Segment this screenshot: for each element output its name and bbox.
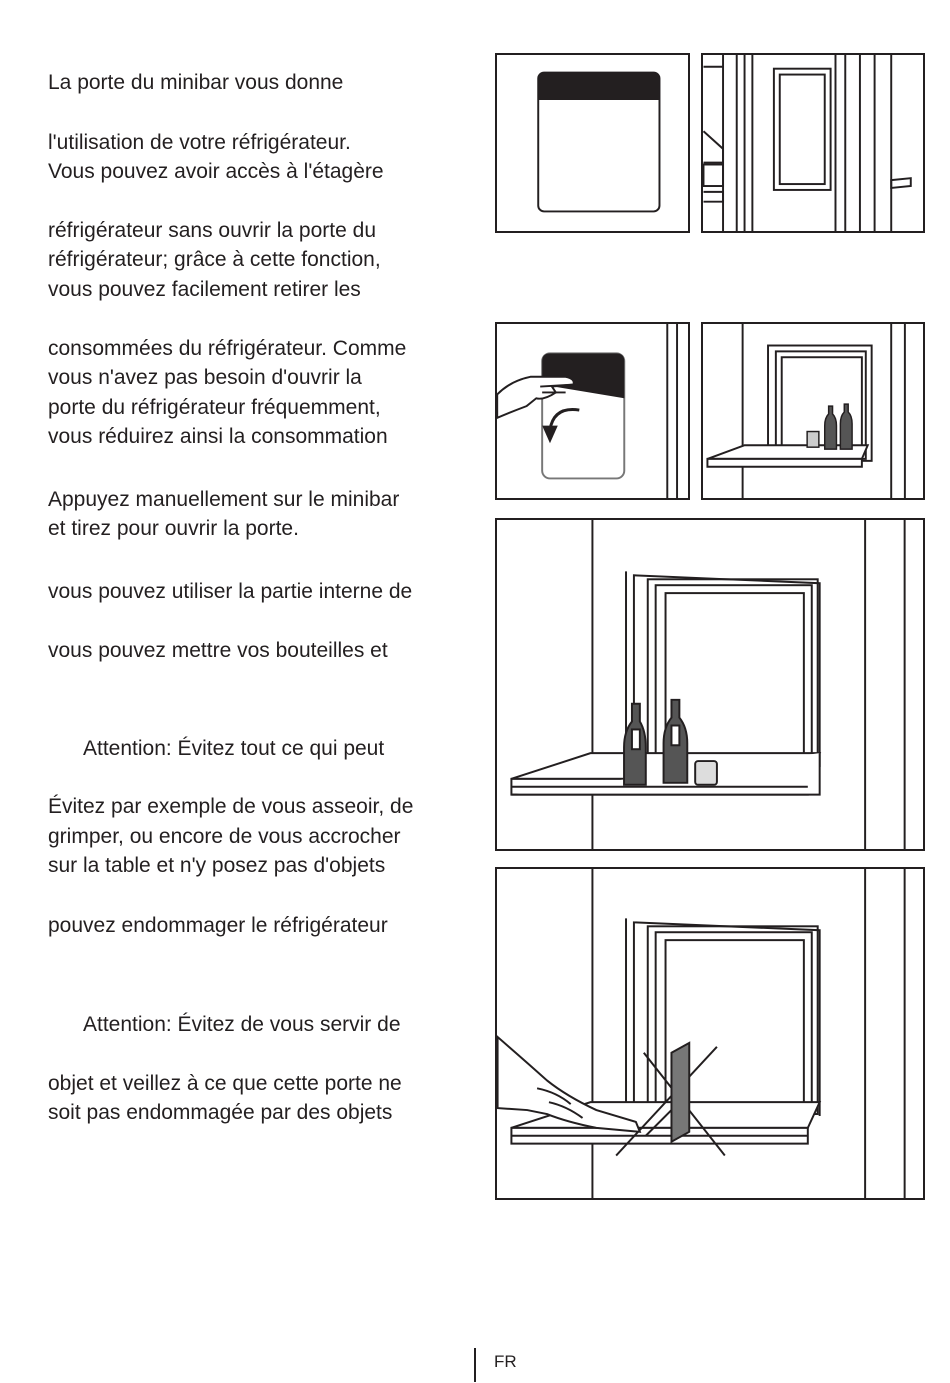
minibar-shelf-bottles-illustration (495, 518, 925, 851)
text-line: objet et veillez à ce que cette porte ne (48, 1072, 402, 1095)
text-line: réfrigérateur; grâce à cette fonction, (48, 248, 381, 271)
minibar-door-closed-illustration (495, 53, 690, 233)
footer-divider (474, 1348, 476, 1382)
footer-language-code: FR (494, 1352, 517, 1371)
text-line: et tirez pour ouvrir la porte. (48, 517, 299, 540)
text-line: vous pouvez facilement retirer les (48, 278, 361, 301)
text-line: porte du réfrigérateur fréquemment, (48, 396, 381, 419)
warning-text-line: Attention: Évitez de vous servir de (83, 1013, 401, 1036)
text-line: consommées du réfrigérateur. Comme (48, 337, 407, 360)
text-line: Évitez par exemple de vous asseoir, de (48, 795, 414, 818)
text-line: réfrigérateur sans ouvrir la porte du (48, 219, 376, 242)
minibar-misuse-warning-illustration (495, 867, 925, 1200)
text-line: Appuyez manuellement sur le minibar (48, 488, 400, 511)
warning-text-line: Attention: Évitez tout ce qui peut (83, 737, 385, 760)
text-line: vous réduirez ainsi la consommation (48, 425, 388, 448)
text-line: pouvez endommager le réfrigérateur (48, 914, 388, 937)
text-line: l'utilisation de votre réfrigérateur. (48, 131, 351, 154)
text-line: vous n'avez pas besoin d'ouvrir la (48, 366, 362, 389)
text-line: vous pouvez utiliser la partie interne de (48, 580, 413, 603)
text-line: sur la table et n'y posez pas d'objets (48, 854, 386, 877)
text-line: vous pouvez mettre vos bouteilles et (48, 639, 388, 662)
minibar-door-open-illustration (701, 322, 925, 500)
hand-pressing-door-illustration (495, 322, 690, 500)
refrigerator-side-view-illustration (701, 53, 925, 233)
text-line: La porte du minibar vous donne (48, 71, 344, 94)
text-line: soit pas endommagée par des objets (48, 1101, 393, 1124)
text-line: Vous pouvez avoir accès à l'étagère (48, 160, 384, 183)
text-line: grimper, ou encore de vous accrocher (48, 825, 401, 848)
